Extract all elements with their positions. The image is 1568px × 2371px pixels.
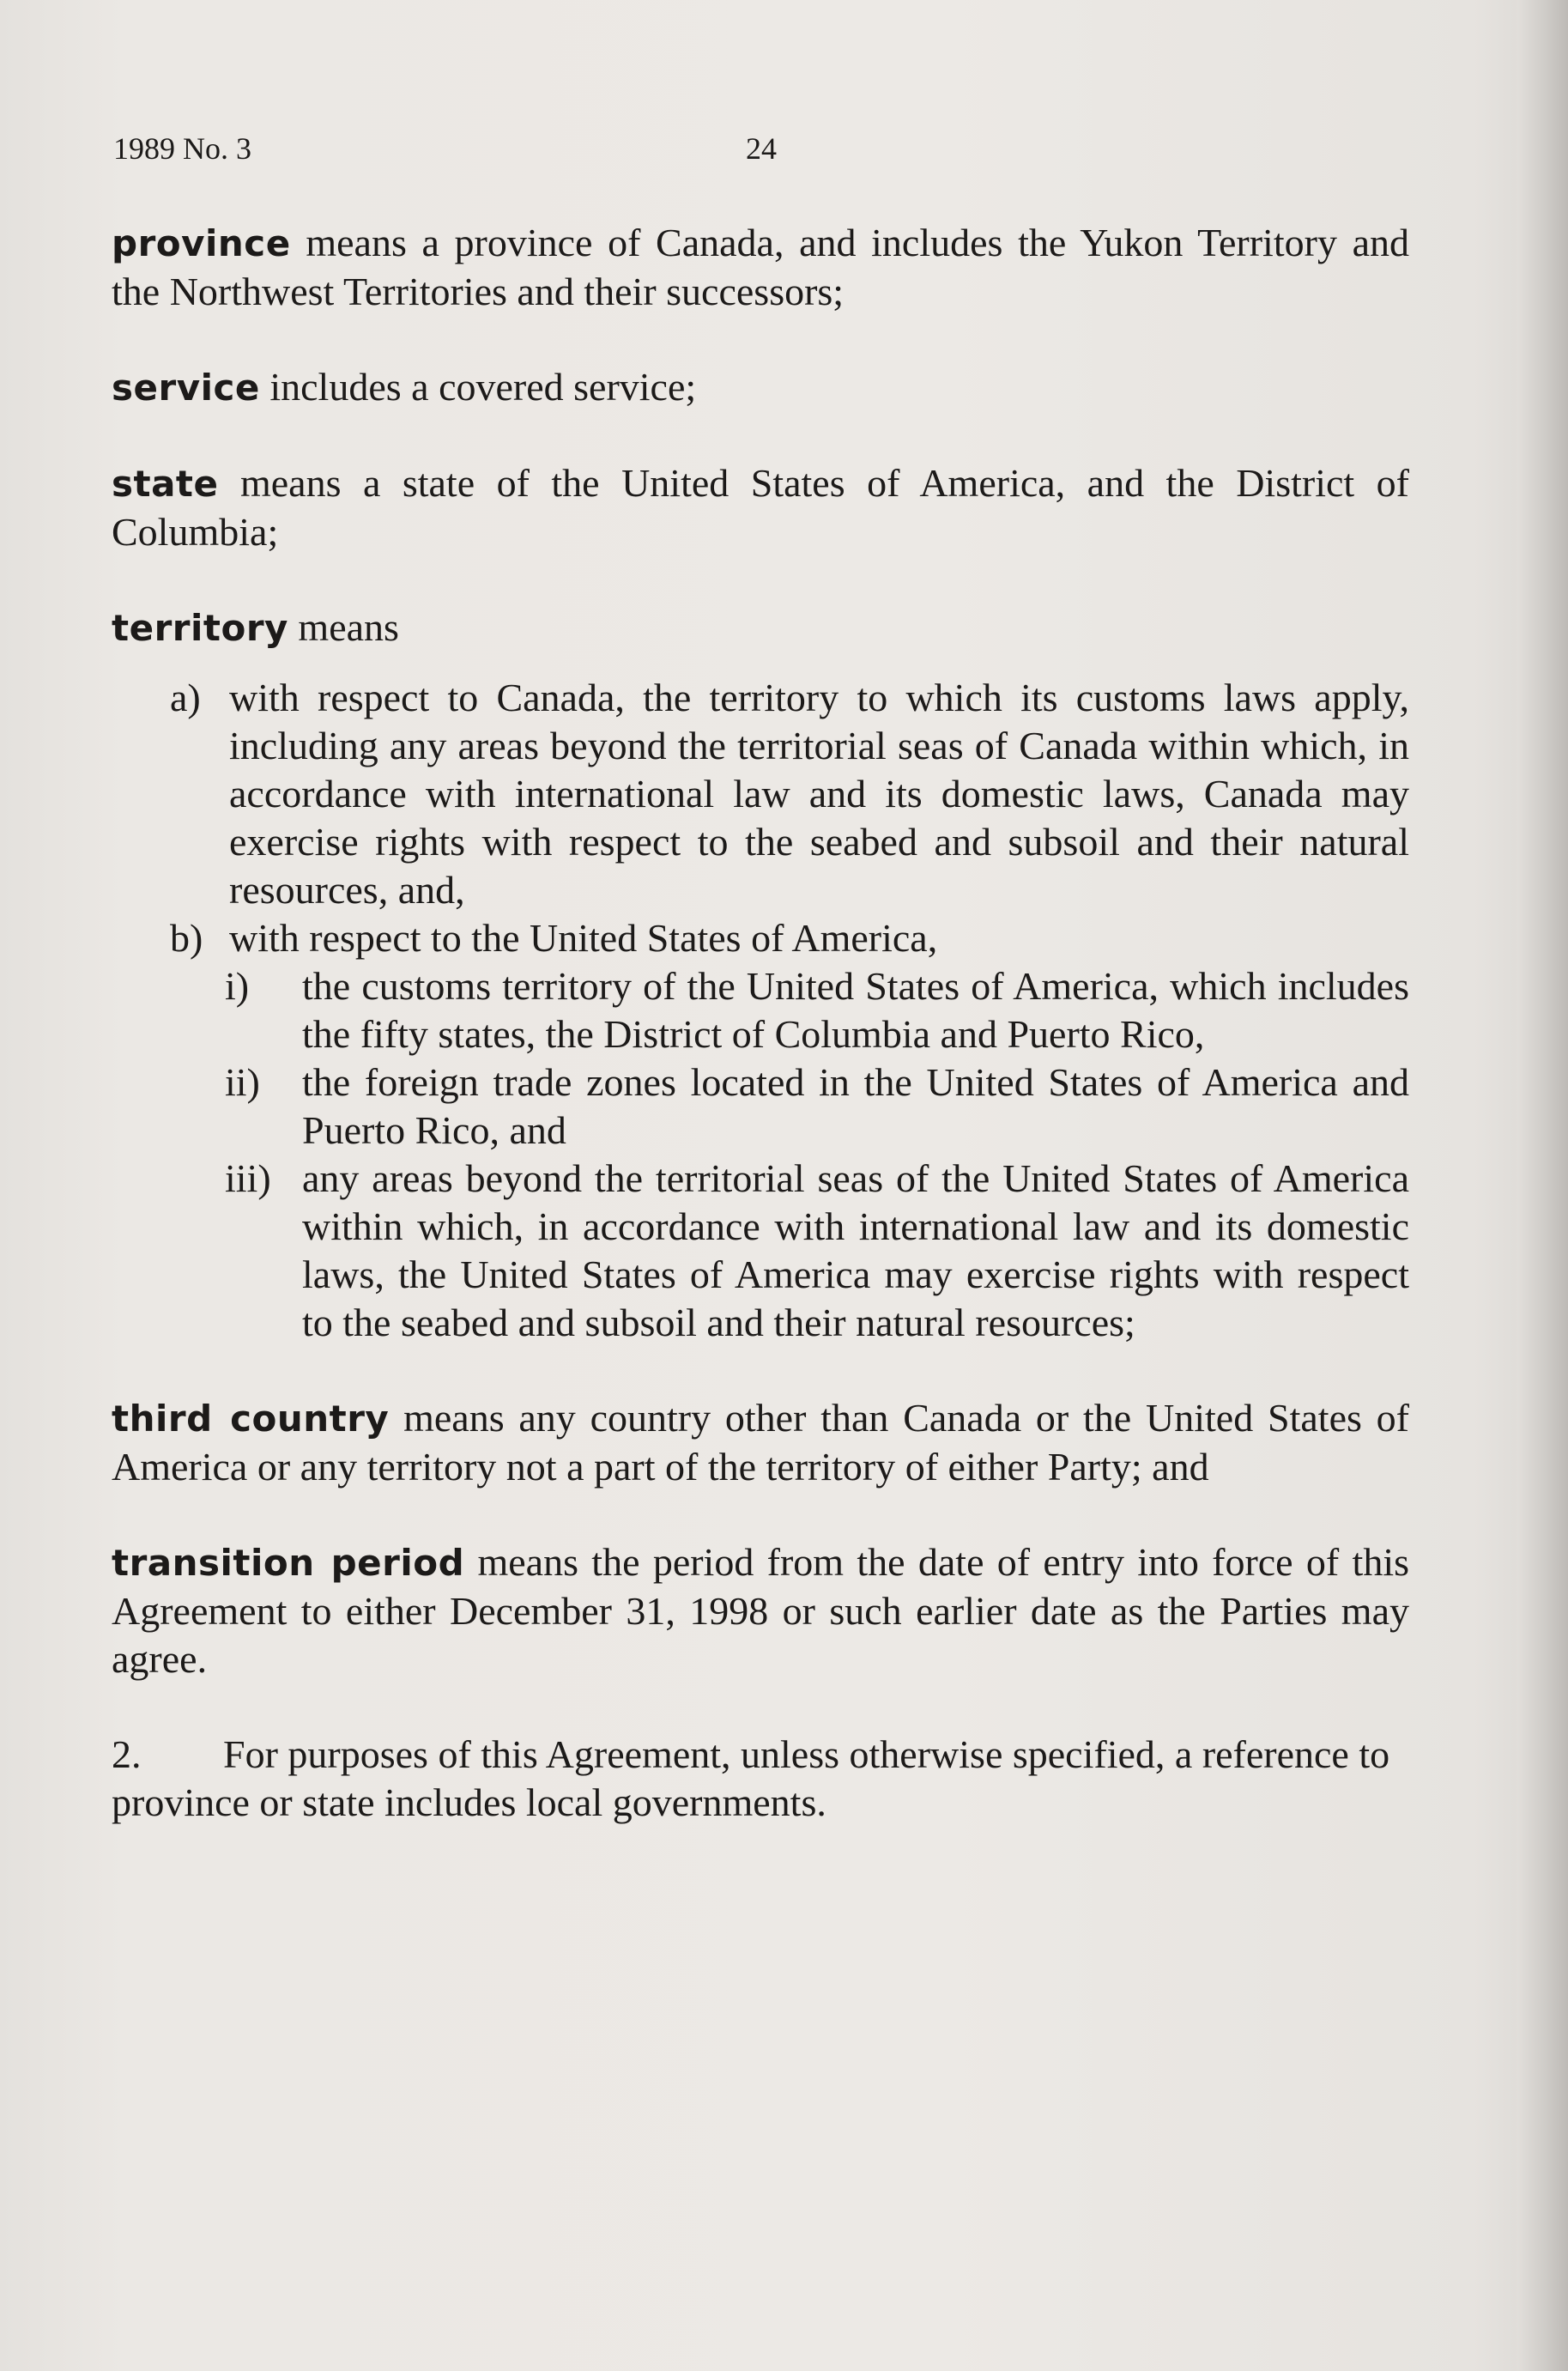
page-edge-shadow <box>1517 0 1568 2371</box>
page-number: 24 <box>746 131 777 166</box>
sub-list-marker: i) <box>225 964 250 1008</box>
sub-list-marker: ii) <box>225 1060 260 1104</box>
list-item-a <box>112 674 1409 914</box>
paragraph-text: For purposes of this Agreement, unless otherwise specified, a reference to province or state includes local governments. <box>112 1732 1390 1824</box>
list-item-text: with respect to the United States of America, <box>229 916 938 960</box>
definition-service <box>112 363 1409 412</box>
paragraph-number: 2. <box>112 1732 142 1776</box>
definition-text: means a province of Canada, and includes the Yukon Territory and the Northwest Territories and their successors; <box>112 221 1409 313</box>
list-item-text: with respect to Canada, the territory to which its customs laws apply, including any areas beyond the territorial seas of Canada within which, in accordance with international law and its domestic laws, Canada may exercise rights with respect to the seabed and subsoil and their natural resources, and, <box>229 676 1409 912</box>
page-header <box>113 130 1452 173</box>
definition-state <box>112 459 1409 556</box>
defined-term: third country <box>112 1398 390 1440</box>
definition-text: means the period from the date of entry into force of this Agreement to either December 31, 1998 or such earlier date as the Parties may agree. <box>112 1540 1409 1681</box>
sub-item-i <box>112 962 1409 1058</box>
sub-item-text: any areas beyond the territorial seas of the United States of America within which, in accordance with international law and its domestic laws, the United States of America may exercise rights with respect to the seabed and subsoil and their natural resources; <box>302 1156 1409 1344</box>
sub-item-text: the customs territory of the United States of America, which includes the fifty states, the District of Columbia and Puerto Rico, <box>302 964 1409 1056</box>
list-marker: a) <box>170 676 201 719</box>
definition-text: means a state of the United States of America, and the District of Columbia; <box>112 461 1409 554</box>
defined-term: service <box>112 367 260 409</box>
paragraph-2 <box>112 1731 1409 1827</box>
definition-territory <box>112 603 1409 652</box>
defined-term: province <box>112 222 291 264</box>
defined-term: territory <box>112 607 288 649</box>
sub-item-ii <box>112 1058 1409 1155</box>
document-reference: 1989 No. 3 <box>113 131 251 166</box>
definition-text: includes a covered service; <box>259 365 697 409</box>
document-body <box>112 219 1409 1874</box>
territory-list <box>112 674 1409 1347</box>
sub-item-text: the foreign trade zones located in the United States of America and Puerto Rico, and <box>302 1060 1409 1152</box>
definition-province <box>112 219 1409 316</box>
definition-transition-period <box>112 1538 1409 1683</box>
defined-term: state <box>112 463 219 505</box>
sub-item-iii <box>112 1155 1409 1347</box>
definition-third-country <box>112 1394 1409 1491</box>
definition-text: means any country other than Canada or the United States of America or any territory not a part of the territory of either Party; and <box>112 1396 1409 1489</box>
list-marker: b) <box>170 916 203 960</box>
definition-text: means <box>288 605 399 649</box>
sub-list-marker: iii) <box>225 1156 271 1200</box>
defined-term: transition period <box>112 1542 465 1584</box>
list-item-b <box>112 914 1409 962</box>
